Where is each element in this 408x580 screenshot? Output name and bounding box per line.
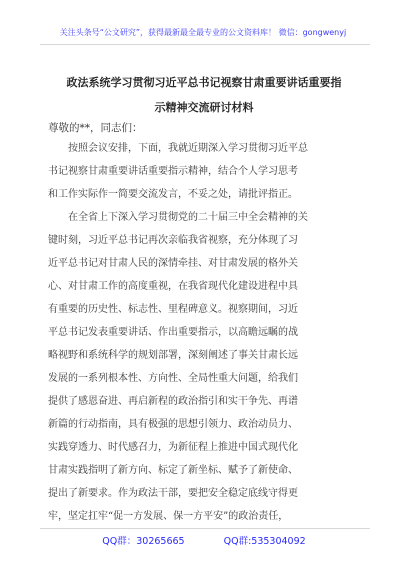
paragraph-line: 按照会议安排，下面，我就近期深入学习贯彻习近平总 (68, 143, 308, 154)
paragraph-line: 略视野和系统科学的规划部署，深刻阐述了事关甘肃长远 (48, 350, 298, 361)
paragraph-line: 提供了感恩奋进、再启新程的政治指引和实干争先、再谱 (48, 396, 298, 407)
salutation: 尊敬的**，同志们： (48, 122, 143, 134)
document-title (52, 70, 356, 120)
header-divider (40, 44, 370, 45)
header-promo-text[interactable]: 关注头条号“公文研究”，获得最新最全最专业的公文资料库！ 微信：gongwenyj (59, 28, 347, 37)
footer-divider (40, 528, 370, 529)
paragraph-line: 实践穿透力、时代感召力，为新征程上推进中国式现代化 (48, 442, 298, 453)
paragraph-line: 键时刻，习近平总书记再次亲临我省视察，充分体现了习 (48, 235, 298, 246)
footer-qq-group-1[interactable]: QQ群：30265665 (102, 536, 185, 547)
paragraph-line: 有重要的历史性、标志性、里程碑意义。视察期间，习近 (48, 304, 298, 315)
paragraph-line: 书记视察甘肃重要讲话重要指示精神，结合个人学习思考 (48, 166, 298, 177)
paragraph-2 (48, 206, 364, 528)
paragraph-line: 提出了新要求。作为政法干部，要把安全稳定底线守得更 (48, 488, 298, 499)
paragraph-line: 发展的一系列根本性、方向性、全局性重大问题，给我们 (48, 373, 298, 384)
paragraph-line: 新篇的行动指南，具有极强的思想引领力、政治动员力、 (48, 419, 298, 430)
title-line-1: 政法系统学习贯彻习近平总书记视察甘肃重要讲话重要指 (66, 76, 342, 89)
paragraph-line: 和工作实际作一简要交流发言，不妥之处，请批评指正。 (48, 189, 298, 200)
paragraph-line: 在全省上下深入学习贯彻党的二十届三中全会精神的关 (68, 212, 308, 223)
footer (0, 533, 408, 547)
paragraph-line: 牢，坚定扛牢“促一方发展、保一方平安”的政治责任， (48, 511, 289, 522)
paragraph-line: 平总书记发表重要讲话、作出重要指示，以高瞻远瞩的战 (48, 327, 298, 338)
paragraph-line: 心、对甘肃工作的高度重视，在我省现代化建设进程中具 (48, 281, 298, 292)
footer-qq-group-2[interactable]: QQ群:535304092 (223, 536, 306, 547)
paragraph-1 (48, 137, 364, 206)
paragraph-line: 甘肃实践指明了新方向、标定了新坐标、赋予了新使命、 (48, 465, 298, 476)
title-line-2: 示精神交流研讨材料 (154, 101, 254, 114)
paragraph-line: 近平总书记对甘肃人民的深情牵挂、对甘肃发展的格外关 (48, 258, 298, 269)
